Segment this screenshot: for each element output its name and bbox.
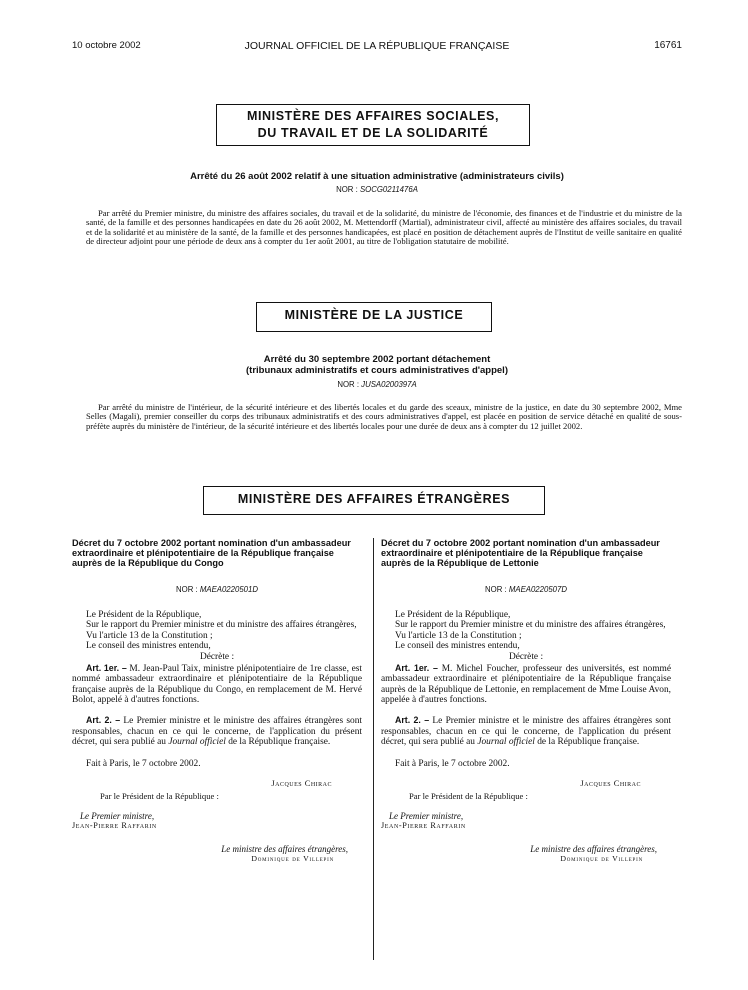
visa-constitution: Vu l'article 13 de la Constitution ; bbox=[395, 630, 522, 641]
decret-title: Décret du 7 octobre 2002 portant nomination d'un ambassadeur extraordinaire et plénipotentiaire de la République française auprès de la République de Lettonie bbox=[381, 538, 660, 569]
arrete-title-2 bbox=[72, 354, 682, 376]
nor-label: NOR : bbox=[336, 185, 358, 194]
ministry-name-line2: DU TRAVAIL ET DE LA SOLIDARITÉ bbox=[257, 126, 489, 140]
nor-2 bbox=[72, 380, 682, 389]
premier-ministre-title: Le Premier ministre, bbox=[389, 811, 464, 822]
decret-nor bbox=[381, 585, 671, 594]
article-2 bbox=[72, 715, 362, 748]
par-le-president: Par le Président de la République : bbox=[100, 791, 219, 802]
decrete-heading: Décrète : bbox=[508, 651, 544, 662]
arrete-title-1: Arrêté du 26 août 2002 relatif à une situation administrative (administrateurs civils) bbox=[190, 171, 564, 182]
premier-ministre-name: Jean-Pierre Raffarin bbox=[381, 821, 466, 831]
decret-title: Décret du 7 octobre 2002 portant nomination d'un ambassadeur extraordinaire et plénipotentiaire de la République française auprès de la République du Congo bbox=[72, 538, 351, 569]
visa-president: Le Président de la République, bbox=[395, 609, 511, 620]
page-header bbox=[72, 40, 682, 54]
visa-constitution: Vu l'article 13 de la Constitution ; bbox=[86, 630, 213, 641]
ministry-box-affaires-etrangeres bbox=[203, 486, 545, 515]
article-1 bbox=[381, 663, 671, 706]
arrete-title-2-line1: Arrêté du 30 septembre 2002 portant détachement bbox=[263, 354, 491, 365]
article-1-text: M. Jean-Paul Taix, ministre plénipotentiaire de 1re classe, est nommé ambassadeur extraordinaire et plénipotentiaire de la République française auprès de la République du Congo, en remplacement de M. Hervé Bolot, appelé à d'autres fonctions. bbox=[72, 663, 362, 706]
visa-rapport: Sur le rapport du Premier ministre et du ministre des affaires étrangères, bbox=[395, 620, 666, 631]
article-1 bbox=[72, 663, 362, 706]
nor-code: SOCG0211476A bbox=[359, 185, 418, 194]
nor-code: MAEA0220507D bbox=[508, 584, 567, 594]
visa-president: Le Président de la République, bbox=[86, 609, 202, 620]
ministry-name: MINISTÈRE DES AFFAIRES ÉTRANGÈRES bbox=[237, 492, 511, 506]
header-journal-title: JOURNAL OFFICIEL DE LA RÉPUBLIQUE FRANÇAISE bbox=[244, 40, 510, 52]
signature-president: Jacques Chirac bbox=[580, 779, 641, 789]
ministry-box-justice bbox=[256, 302, 492, 332]
ministre-name: Dominique de Villepin bbox=[251, 854, 334, 864]
article-2-end: de la République française. bbox=[225, 737, 331, 748]
article-2-label: Art. 2. – bbox=[395, 714, 430, 725]
article-1-text: M. Michel Foucher, professeur des universités, est nommé ambassadeur extraordinaire et plénipotentiaire de la République française auprès de la République de Lettonie, en remplacement de Mme Louise Avon, appelée à d'autres fonctions. bbox=[381, 663, 671, 706]
premier-ministre-title: Le Premier ministre, bbox=[80, 811, 155, 822]
article-2-text: Le Premier ministre et le ministre des affaires étrangères sont responsables, chacun en ce qui le concerne, de l'application du présent décret, qui sera publié au bbox=[72, 715, 362, 748]
ministre-title: Le ministre des affaires étrangères, bbox=[530, 844, 657, 855]
ministre-name: Dominique de Villepin bbox=[560, 854, 643, 864]
article-2 bbox=[381, 715, 671, 748]
header-page-number: 16761 bbox=[654, 40, 682, 51]
journal-officiel-ref: Journal officiel bbox=[477, 737, 535, 748]
nor-code: MAEA0220501D bbox=[199, 584, 258, 594]
nor-label: NOR : bbox=[176, 584, 198, 594]
nor-1 bbox=[72, 185, 682, 194]
visa-conseil: Le conseil des ministres entendu, bbox=[395, 641, 520, 652]
fait-a-paris: Fait à Paris, le 7 octobre 2002. bbox=[395, 758, 510, 769]
article-2-end: de la République française. bbox=[534, 737, 640, 748]
visa-conseil: Le conseil des ministres entendu, bbox=[86, 641, 211, 652]
decret-congo bbox=[72, 538, 362, 863]
par-le-president: Par le Président de la République : bbox=[409, 791, 528, 802]
arrete-body-2: Par arrêté du ministre de l'intérieur, de la sécurité intérieure et des libertés locales et du garde des sceaux, ministre de la justice, en date du 30 septembre 2002, Mme Selles (Magali), premier conseiller du corps des tribunaux administratifs et des cours administratives d'appel, est placée en position de service détaché en qualité de sous-préfète auprès du ministère de l'intérieur, de la sécurité intérieure et des libertés locales pour une durée de deux ans à compter du 12 juillet 2002. bbox=[86, 402, 682, 431]
ministry-name-line1: MINISTÈRE DES AFFAIRES SOCIALES, bbox=[246, 109, 500, 123]
decret-lettonie bbox=[381, 538, 671, 863]
signature-president: Jacques Chirac bbox=[271, 779, 332, 789]
nor-label: NOR : bbox=[485, 584, 507, 594]
nor-label: NOR : bbox=[337, 380, 359, 389]
decret-nor bbox=[72, 585, 362, 594]
visa-rapport: Sur le rapport du Premier ministre et du ministre des affaires étrangères, bbox=[86, 620, 357, 631]
ministry-box-affaires-sociales bbox=[216, 104, 530, 146]
article-1-label: Art. 1er. – bbox=[395, 662, 438, 673]
article-2-text: Le Premier ministre et le ministre des affaires étrangères sont responsables, chacun en ce qui le concerne, de l'application du présent décret, qui sera publié au bbox=[381, 715, 671, 748]
arrete-body-1: Par arrêté du Premier ministre, du ministre des affaires sociales, du travail et de la solidarité, du ministre de l'économie, des finances et de l'industrie et du ministre de la santé, de la famille et des personnes handicapées en date du 26 août 2002, M. Mettendorff (Martial), administrateur civil, affecté au ministère des affaires sociales, du travail et de la solidarité et au ministère de la santé, de la famille et des personnes handicapées, est placé en position de détachement auprès de l'Institut de veille sanitaire en qualité de directeur adjoint pour une période de deux ans à compter du 1er août 2001, au titre de l'obligation statutaire de mobilité. bbox=[86, 208, 682, 246]
ministre-title: Le ministre des affaires étrangères, bbox=[221, 844, 348, 855]
ministry-name: MINISTÈRE DE LA JUSTICE bbox=[284, 308, 464, 322]
premier-ministre-name: Jean-Pierre Raffarin bbox=[72, 821, 157, 831]
nor-code: JUSA0200397A bbox=[361, 380, 417, 389]
arrete-title-2-line2: (tribunaux administratifs et cours administratives d'appel) bbox=[246, 365, 508, 376]
article-1-label: Art. 1er. – bbox=[86, 662, 127, 673]
column-divider bbox=[373, 538, 374, 960]
decrete-heading: Décrète : bbox=[199, 651, 235, 662]
fait-a-paris: Fait à Paris, le 7 octobre 2002. bbox=[86, 758, 201, 769]
journal-officiel-ref: Journal officiel bbox=[168, 737, 226, 748]
header-date: 10 octobre 2002 bbox=[72, 40, 141, 51]
article-2-label: Art. 2. – bbox=[86, 714, 121, 725]
